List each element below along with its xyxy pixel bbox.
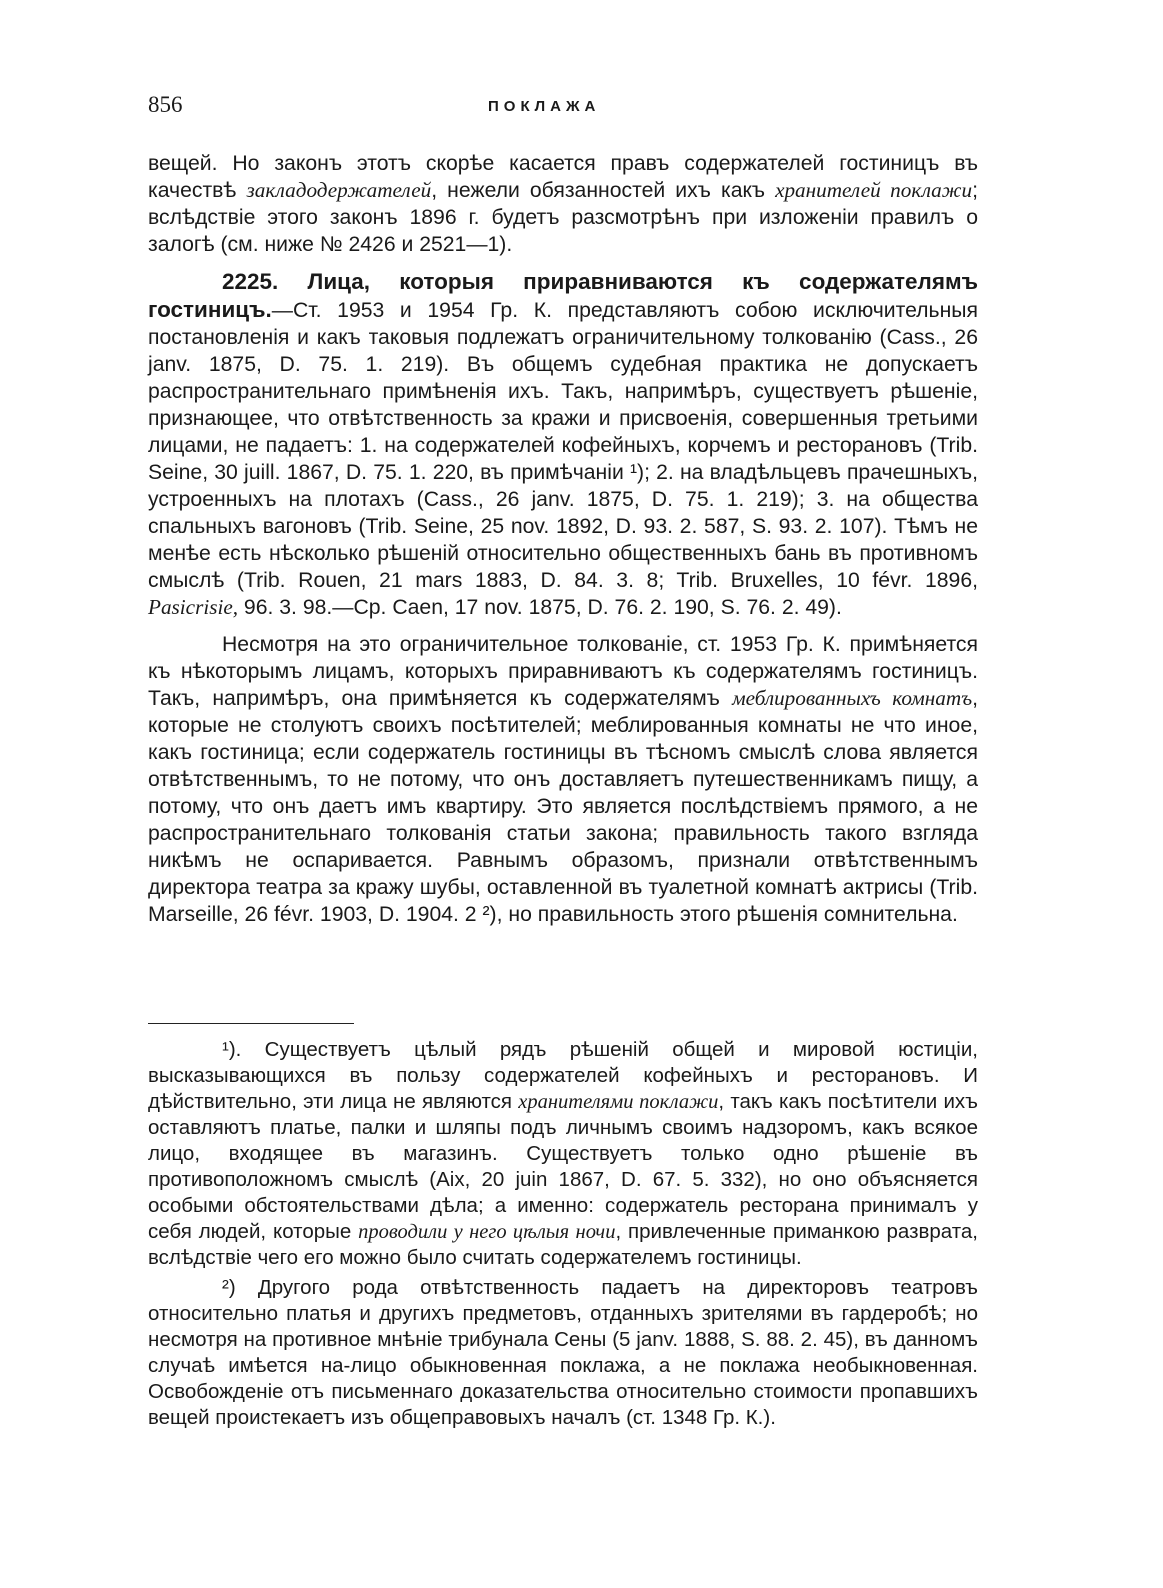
text-span: , которые не столуютъ своихъ посѣтителей; меблированныя комнаты не что иное, какъ гостиница; если содержатель гостиницы въ тѣсномъ смыслѣ слова является отвѣтственнымъ, то не потому, что онъ доставляетъ путешественникамъ пищу, а потому, что онъ даетъ имъ квартиру. Это является послѣдствіемъ прямого, а не распространительнаго толкованія статьи закона; правильность такого взгляда никѣмъ не оспаривается. Равнымъ образомъ, признали отвѣтственнымъ директора театра за кражу шубы, оставленной въ туалетной комнатѣ актрисы (Trib. Marseille, 26 févr. 1903, D. 1904. 2 ²), но правильность этого рѣшенія сомнительна. <box>148 687 979 926</box>
running-title: ПОКЛАЖА <box>488 98 601 115</box>
text-span: ²) Другого рода отвѣтственность падаетъ на директоровъ театровъ относительно платья и другихъ предметовъ, отданныхъ зрителями въ гардеробѣ; но несмотря на противное мнѣніе трибунала Сены (5 janv. 1888, S. 88. 2. 45), въ данномъ случаѣ имѣется на-лицо обыкновенная поклажа, а не поклажа необыкновенная. Освобожденіе отъ письменнаго доказательства относительно стоимости пропавшихъ вещей проистекаетъ изъ общеправовыхъ началъ (ст. 1348 Гр. К.). <box>148 1276 978 1429</box>
text-span: ¹). Существуетъ цѣлый рядъ рѣшеній общей и мировой юстиціи, высказывающихся въ пользу содержателей кофейныхъ и ресторановъ. И дѣйствительно, эти лица не являются <box>148 1038 978 1113</box>
section-2225 <box>148 268 978 621</box>
italic-term: меблированныхъ комнатъ <box>732 686 973 710</box>
text-span: ; вслѣдствіе этого законъ 1896 г. будетъ разсмотрѣнъ при изложеніи правилъ о залогѣ (см. ниже № 2426 и 2521—1). <box>148 179 978 256</box>
text-span: , нежели обязанностей ихъ какъ <box>431 179 776 202</box>
footnotes <box>148 1037 978 1435</box>
text-span: , привлеченные приманкою разврата, вслѣдствіе чего его можно было считать содержателемъ гостиницы. <box>148 1220 978 1269</box>
text-span: 96. 3. 98.—Ср. Caen, 17 nov. 1875, D. 76. 2. 190, S. 76. 2. 49). <box>238 596 842 619</box>
footnote-divider <box>148 1023 354 1024</box>
paragraph <box>148 631 978 928</box>
section-heading: 2225. Лица, которыя приравниваются къ содержателямъ гостиницъ. <box>148 269 978 322</box>
footnote-1 <box>148 1037 978 1271</box>
italic-term: хранителей поклажи <box>775 178 973 202</box>
paragraph-continuation <box>148 150 978 258</box>
italic-term: проводили у него цѣлыя ночи <box>358 1221 616 1243</box>
footnote-2 <box>148 1275 978 1431</box>
italic-term: Pasicrisie, <box>148 595 239 619</box>
italic-term: закладодержателей <box>246 178 432 202</box>
main-text <box>148 150 978 938</box>
text-span: вещей. Но законъ этотъ скорѣе касается правъ содержателей гостиницъ въ качествѣ <box>148 152 978 202</box>
page-header <box>148 92 978 128</box>
text-span: , такъ какъ посѣтители ихъ оставляютъ платье, палки и шляпы подъ личнымъ своимъ надзоромъ, какъ всякое лицо, входящее въ магазинъ. Существуетъ только одно рѣшеніе въ противоположномъ смыслѣ (Aix, 20 juin 1867, D. 67. 5. 332), но оно объясняется особыми обстоятельствами дѣла; а именно: содержатель ресторана принималъ у себя людей, которые <box>148 1090 979 1243</box>
text-span: Несмотря на это ограничительное толкованіе, ст. 1953 Гр. К. примѣняется къ нѣкоторымъ лицамъ, которыхъ приравниваютъ къ содержателямъ гостиницъ. Такъ, напримѣръ, она примѣняется къ содержателямъ <box>148 633 978 710</box>
page-number: 856 <box>148 92 183 117</box>
italic-term: хранителями поклажи <box>518 1091 719 1113</box>
text-span: —Ст. 1953 и 1954 Гр. К. представляютъ собою исключительныя постановленія и какъ таковыя подлежатъ ограничительному толкованію (Cass., 26 janv. 1875, D. 75. 1. 219). Въ общемъ судебная практика не допускаетъ распространительнаго примѣненія ихъ. Такъ, напримѣръ, существуетъ рѣшеніе, признающее, что отвѣтственность за кражи и присвоенія, совершенныя третьими лицами, не падаетъ: 1. на содержателей кофейныхъ, корчемъ и ресторановъ (Trib. Seine, 30 juill. 1867, D. 75. 1. 220, въ примѣчаніи ¹); 2. на владѣльцевъ прачешныхъ, устроенныхъ на плотахъ (Cass., 26 janv. 1875, D. 75. 1. 219); 3. на общества спальныхъ вагоновъ (Trib. Seine, 25 nov. 1892, D. 93. 2. 587, S. 93. 2. 107). Тѣмъ не менѣе есть нѣсколько рѣшеній относительно общественныхъ бань въ противномъ смыслѣ (Trib. Rouen, 21 mars 1883, D. 84. 3. 8; Trib. Bruxelles, 10 févr. 1896, <box>148 299 978 592</box>
